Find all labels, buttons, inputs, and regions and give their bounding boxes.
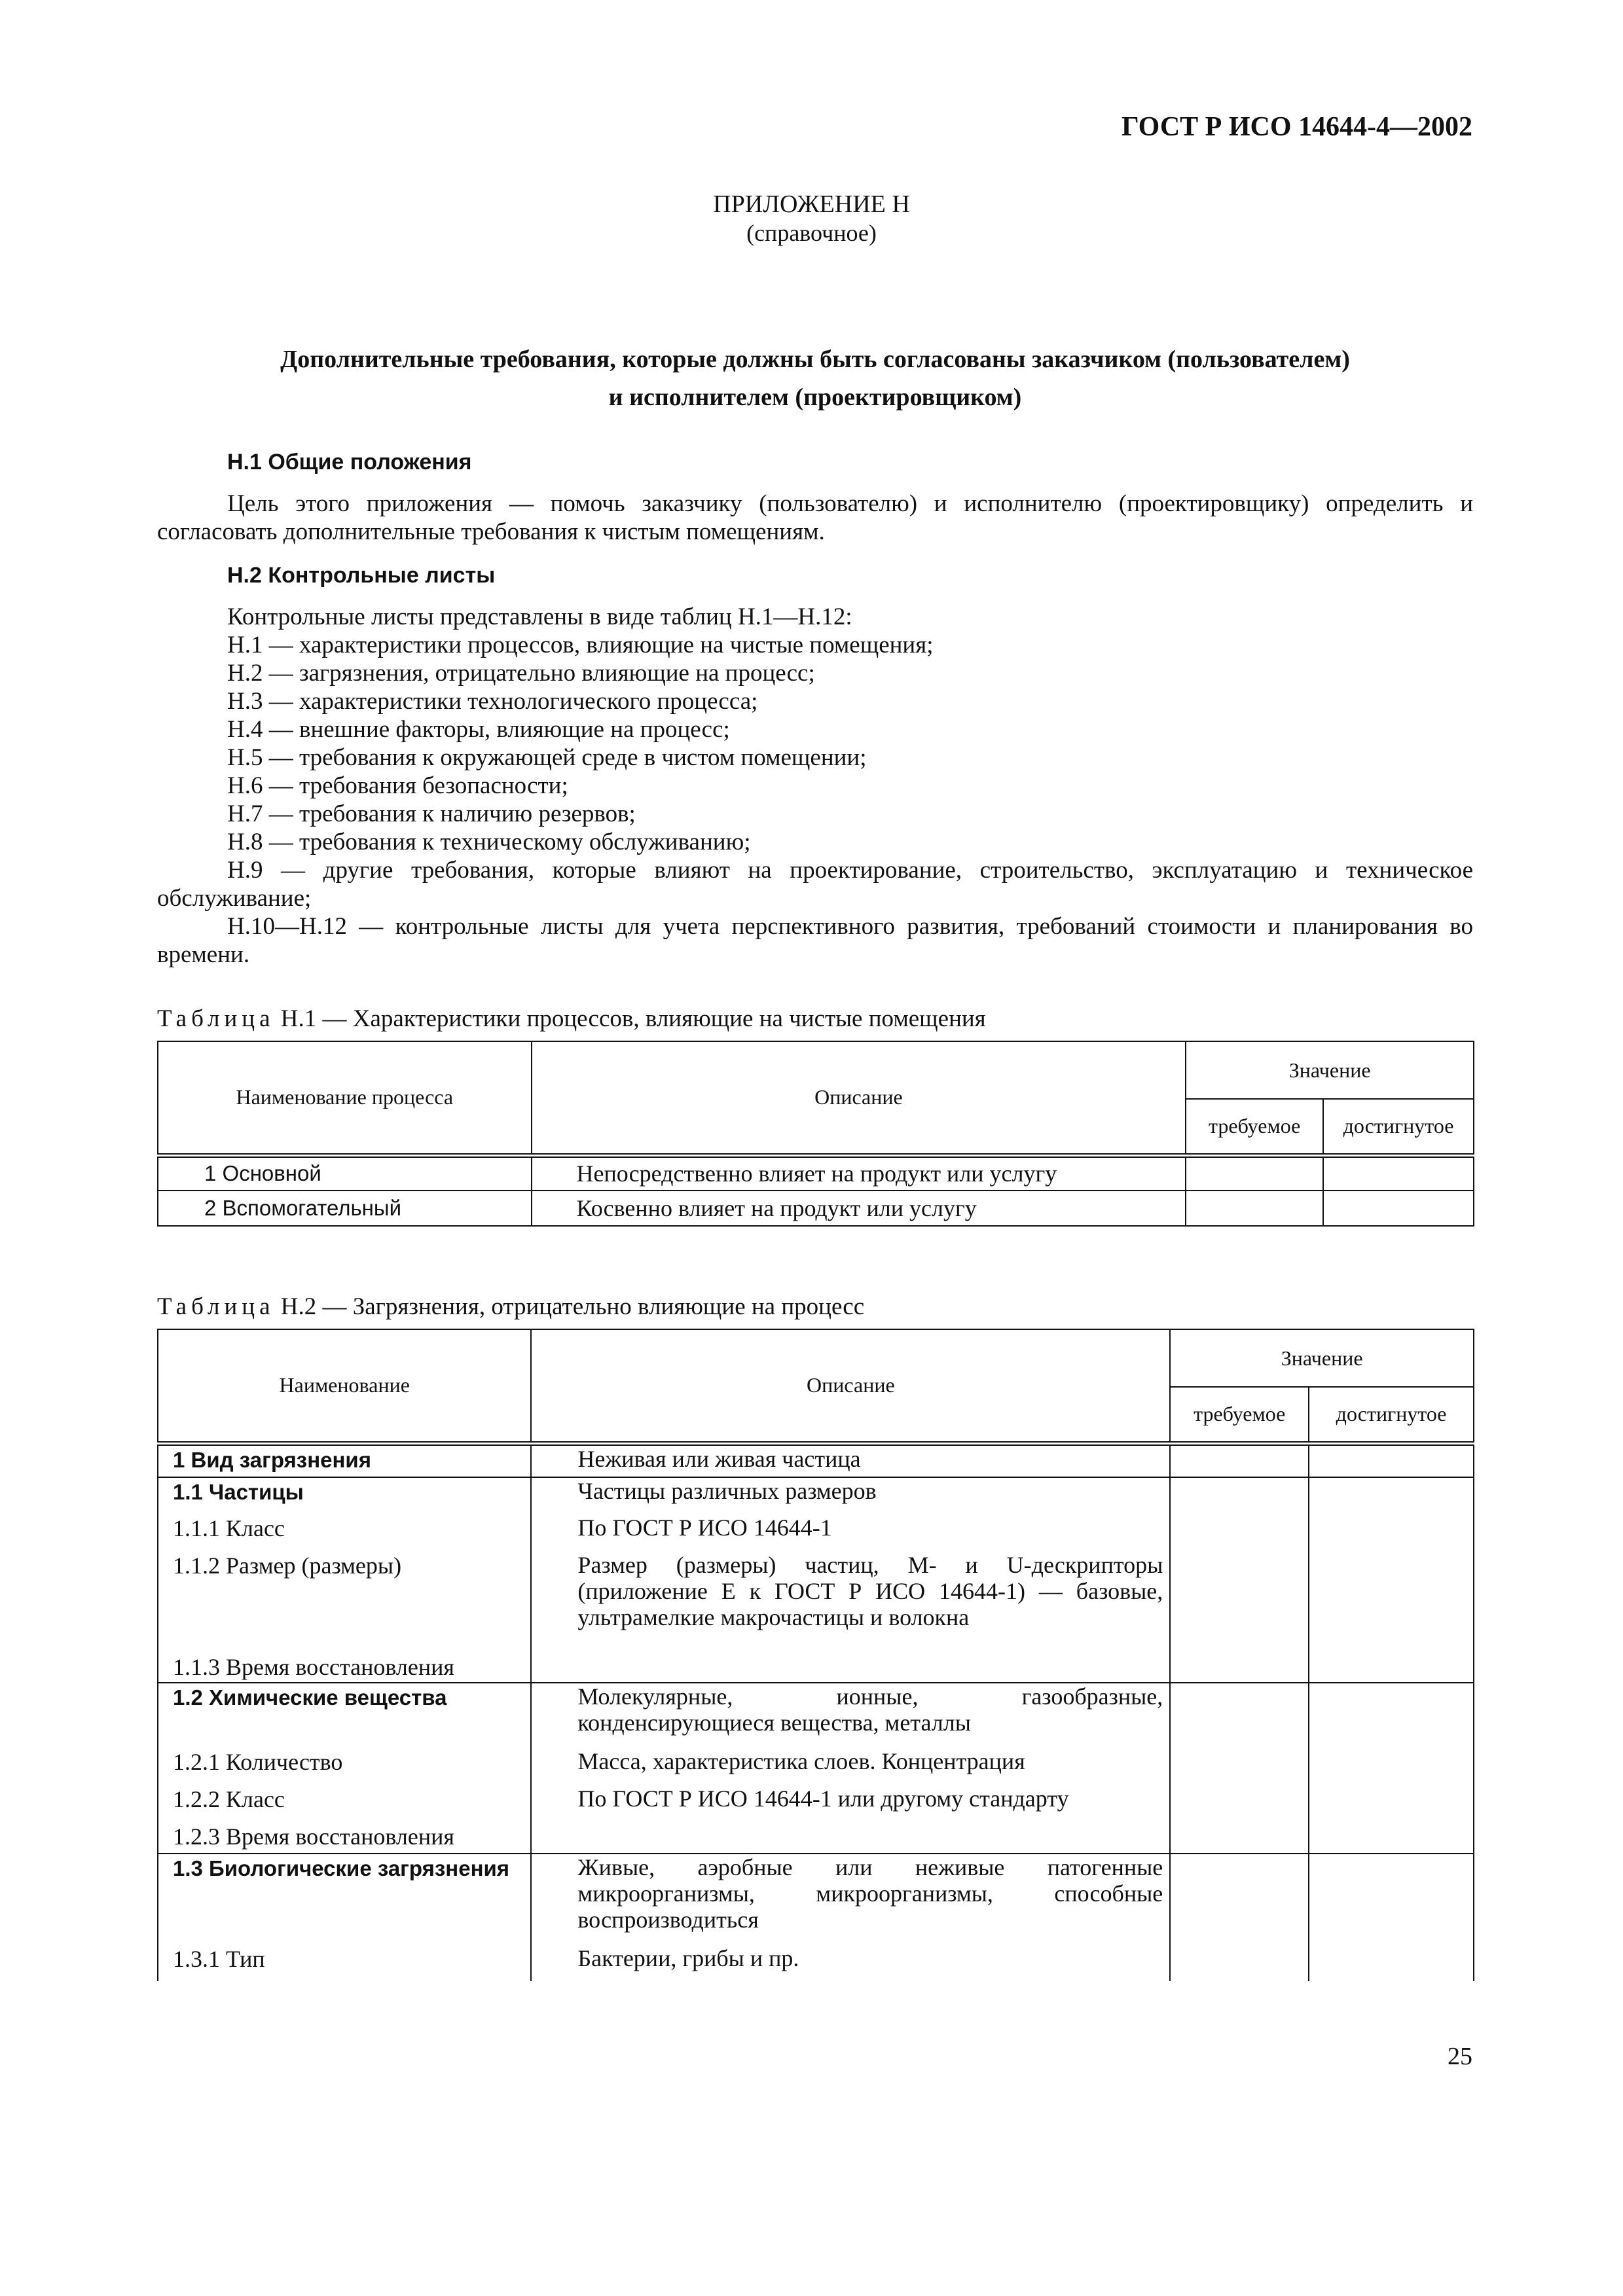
table2-g1-required — [1170, 1443, 1309, 1477]
table2-g13-achieved — [1309, 1854, 1474, 1945]
table-row — [158, 1945, 1474, 1981]
table2-header-name: Наименование — [158, 1329, 531, 1443]
section-h1-heading: Н.1 Общие положения — [227, 450, 472, 475]
main-title — [157, 340, 1473, 416]
table2-g11-r3-achieved — [1309, 1653, 1474, 1683]
list-item: Н.4 — внешние факторы, влияющие на процесс; — [227, 716, 730, 743]
main-title-line2: и исполнителем (проектировщиком) — [608, 384, 1022, 411]
table2-g13-r1-required — [1170, 1945, 1309, 1981]
table1-header-name: Наименование процесса — [158, 1041, 532, 1155]
section-h2-intro: Контрольные листы представлены в виде таблиц Н.1—Н.12: — [227, 603, 852, 630]
table2-g12-r3-achieved — [1309, 1823, 1474, 1854]
list-item: Н.10—Н.12 — контрольные листы для учета перспективного развития, требований стоимости и планирования во времени. — [157, 913, 1473, 968]
table2-g12-r2-name: 1.2.2 Класс — [158, 1785, 531, 1823]
table2-header-desc: Описание — [531, 1329, 1170, 1443]
table2-g11-r2-desc: Размер (размеры) частиц, М- и U-дескрипторы (приложение Е к ГОСТ Р ИСО 14644-1) — базовые, ультрамелкие макрочастицы и волокна — [531, 1552, 1170, 1653]
table2-g13-r1-desc: Бактерии, грибы и пр. — [531, 1945, 1170, 1981]
table2-g13-desc: Живые, аэробные или неживые патогенные микроорганизмы, микроорганизмы, способные воспроизводиться — [531, 1854, 1170, 1945]
table2-header-achieved: достигнутое — [1309, 1387, 1474, 1443]
table2-g12-r2-required — [1170, 1785, 1309, 1823]
appendix-title: ПРИЛОЖЕНИЕ Н — [713, 190, 910, 218]
list-item: Н.7 — требования к наличию резервов; — [227, 800, 636, 827]
table2-g11-r1-achieved — [1309, 1515, 1474, 1552]
table2-caption-text: Н.2 — Загрязнения, отрицательно влияющие на процесс — [274, 1293, 865, 1320]
table-row — [158, 1552, 1474, 1653]
table1-row1-desc: Непосредственно влияет на продукт или услугу — [532, 1155, 1186, 1191]
list-item: Н.8 — требования к техническому обслуживанию; — [227, 829, 751, 855]
table1-row1-required — [1186, 1155, 1323, 1191]
table1-row1-name: 1 Основной — [158, 1155, 532, 1191]
section-h1-text: Цель этого приложения — помочь заказчику (пользователю) и исполнителю (проектировщику) определить и согласовать дополнительные требования к чистым помещениям. — [157, 490, 1473, 545]
table2-g1-name: 1 Вид загрязнения — [158, 1443, 531, 1477]
table2-header-required: требуемое — [1170, 1387, 1309, 1443]
table-row — [158, 1191, 1474, 1226]
table2-caption — [157, 1293, 864, 1321]
table2-g13-r1-name: 1.3.1 Тип — [158, 1945, 531, 1981]
table2-g12-r2-desc: По ГОСТ Р ИСО 14644-1 или другому стандарту — [531, 1785, 1170, 1823]
table2-g12-required — [1170, 1683, 1309, 1748]
list-item: Н.9 — другие требования, которые влияют на проектирование, строительство, эксплуатацию и техническое обслуживание; — [157, 857, 1473, 912]
table2-g12-r1-name: 1.2.1 Количество — [158, 1748, 531, 1785]
list-item: Н.5 — требования к окружающей среде в чистом помещении; — [227, 744, 867, 771]
table1-row1-achieved — [1323, 1155, 1474, 1191]
list-item: Н.1 — характеристики процессов, влияющие на чистые помещения; — [227, 632, 934, 658]
table1-row2-desc: Косвенно влияет на продукт или услугу — [532, 1191, 1186, 1226]
table-row — [158, 1443, 1474, 1477]
table1-caption-text: Н.1 — Характеристики процессов, влияющие на чистые помещения — [274, 1005, 986, 1032]
table2-g12-r1-required — [1170, 1748, 1309, 1785]
table2-g11-r3-desc — [531, 1653, 1170, 1683]
list-item: Н.3 — характеристики технологического процесса; — [227, 688, 758, 715]
section-h1 — [157, 448, 1473, 546]
table2-g12-r1-desc: Масса, характеристика слоев. Концентрация — [531, 1748, 1170, 1785]
appendix-subtitle: (справочное) — [746, 220, 877, 246]
table2-g12-r3-desc — [531, 1823, 1170, 1854]
table1-header-achieved: достигнутое — [1323, 1099, 1474, 1155]
table-row — [158, 1683, 1474, 1748]
table1-row2-achieved — [1323, 1191, 1474, 1226]
table2-g11-r3-required — [1170, 1653, 1309, 1683]
table2-g12-r1-achieved — [1309, 1748, 1474, 1785]
list-item: Н.2 — загрязнения, отрицательно влияющие на процесс; — [227, 660, 815, 687]
table2-g12-desc: Молекулярные, ионные, газообразные, конденсирующиеся вещества, металлы — [531, 1683, 1170, 1748]
table-row — [158, 1477, 1474, 1515]
table2-g11-r1-desc: По ГОСТ Р ИСО 14644-1 — [531, 1515, 1170, 1552]
table1-caption — [157, 1005, 986, 1033]
table2 — [157, 1329, 1474, 1981]
table2-g13-required — [1170, 1854, 1309, 1945]
table2-g12-name: 1.2 Химические вещества — [158, 1683, 531, 1748]
table-row — [158, 1653, 1474, 1683]
section-h2 — [157, 562, 1473, 969]
table-row — [158, 1748, 1474, 1785]
page-number: 25 — [1448, 2043, 1472, 2070]
table2-g11-r2-name: 1.1.2 Размер (размеры) — [158, 1552, 531, 1653]
table2-g11-name: 1.1 Частицы — [158, 1477, 531, 1515]
table1 — [157, 1041, 1474, 1227]
table2-g12-r2-achieved — [1309, 1785, 1474, 1823]
table2-caption-word: Таблица — [157, 1293, 275, 1320]
section-h2-heading: Н.2 Контрольные листы — [227, 563, 496, 588]
main-title-line1: Дополнительные требования, которые должны быть согласованы заказчиком (пользователем) — [280, 346, 1350, 373]
table1-header-desc: Описание — [532, 1041, 1186, 1155]
table2-g12-r3-required — [1170, 1823, 1309, 1854]
table2-g13-r1-achieved — [1309, 1945, 1474, 1981]
table2-g11-r2-required — [1170, 1552, 1309, 1653]
table-row — [158, 1823, 1474, 1854]
document-code: ГОСТ Р ИСО 14644-4—2002 — [1121, 112, 1472, 142]
table1-caption-word: Таблица — [157, 1005, 275, 1032]
table2-g11-r3-name: 1.1.3 Время восстановления — [158, 1653, 531, 1683]
table-row — [158, 1785, 1474, 1823]
table2-g1-desc: Неживая или живая частица — [531, 1443, 1170, 1477]
table2-g11-r1-required — [1170, 1515, 1309, 1552]
table2-g11-r1-name: 1.1.1 Класс — [158, 1515, 531, 1552]
table2-g11-desc: Частицы различных размеров — [531, 1477, 1170, 1515]
list-item: Н.6 — требования безопасности; — [227, 772, 568, 799]
table-row — [158, 1155, 1474, 1191]
table1-header-value: Значение — [1186, 1041, 1474, 1099]
table1-row2-required — [1186, 1191, 1323, 1226]
table2-g1-achieved — [1309, 1443, 1474, 1477]
table2-g12-achieved — [1309, 1683, 1474, 1748]
table2-header-value: Значение — [1170, 1329, 1474, 1387]
table2-g11-r2-achieved — [1309, 1552, 1474, 1653]
table2-g11-required — [1170, 1477, 1309, 1515]
table-row — [158, 1515, 1474, 1552]
table2-g12-r3-name: 1.2.3 Время восстановления — [158, 1823, 531, 1854]
table-row — [158, 1854, 1474, 1945]
table1-header-required: требуемое — [1186, 1099, 1323, 1155]
table2-g11-achieved — [1309, 1477, 1474, 1515]
table1-row2-name: 2 Вспомогательный — [158, 1191, 532, 1226]
table2-g13-name: 1.3 Биологические загрязнения — [158, 1854, 531, 1945]
